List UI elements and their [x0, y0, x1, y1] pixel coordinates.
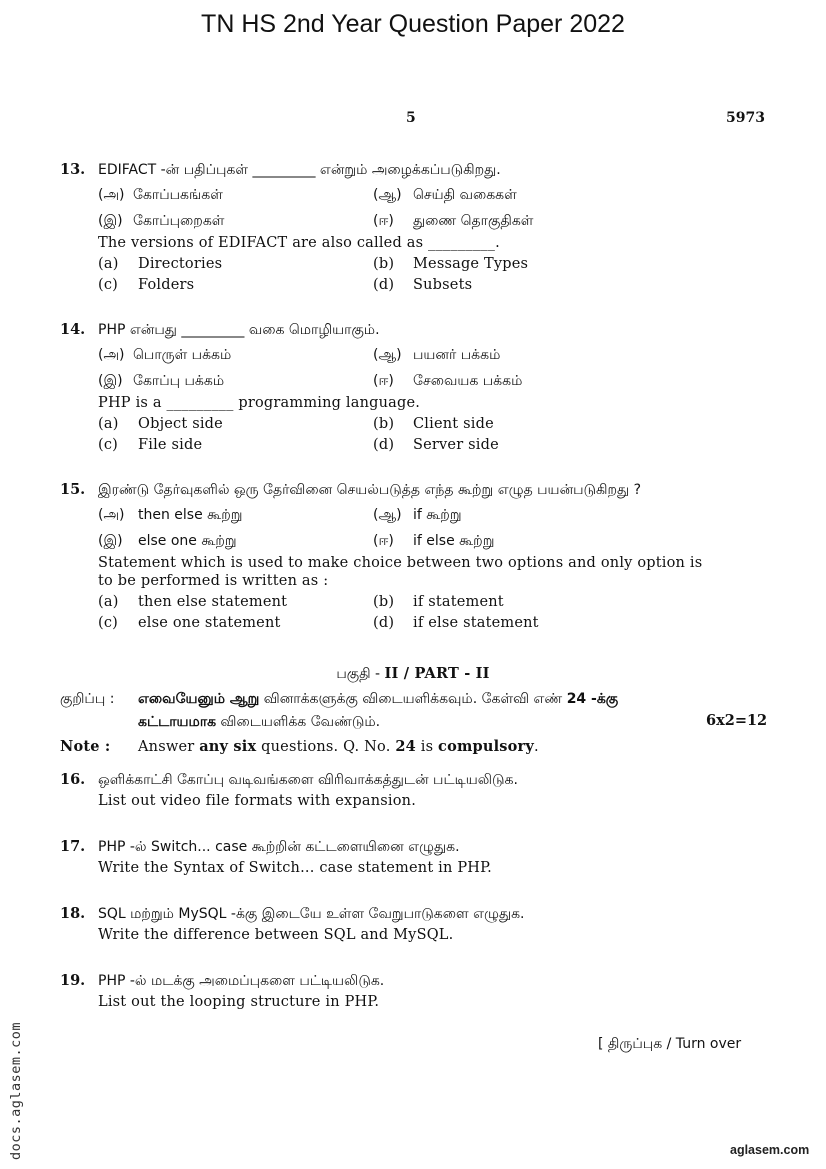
option-marker: (b): [373, 416, 395, 432]
paper-code: 5973: [726, 110, 765, 126]
option-text: Folders: [138, 277, 195, 293]
note-emphasis: எவையேனும் ஆறு: [138, 691, 260, 707]
option-text: Object side: [138, 416, 223, 432]
option-marker: (c): [98, 437, 119, 453]
option-text: if statement: [413, 594, 504, 610]
note-text: விடையளிக்க வேண்டும்.: [216, 714, 381, 730]
option-text: பொருள் பக்கம்: [133, 347, 232, 363]
question-number: 19.: [60, 972, 86, 989]
question-text-en: Statement which is used to make choice between two options and only option is: [98, 555, 703, 571]
note-text: வினாக்களுக்கு விடையளிக்கவும். கேள்வி எண்: [259, 691, 567, 707]
option-text: else one statement: [138, 615, 281, 631]
note-emphasis: compulsory: [438, 738, 534, 755]
option-marker: (d): [373, 277, 395, 293]
option-marker: (இ): [98, 213, 123, 229]
question-text-en: Write the difference between SQL and MySQL.: [98, 927, 454, 943]
option-text: File side: [138, 437, 203, 453]
note-label-en: Note :: [60, 738, 111, 755]
section-heading-en: II / PART - II: [384, 665, 490, 682]
note-text: is: [415, 739, 439, 755]
question-text-ta: PHP -ல் மடக்கு அமைப்புகளை பட்டியலிடுக.: [98, 973, 385, 989]
page-number: 5: [406, 110, 416, 126]
option-marker: (a): [98, 416, 119, 432]
question-number: 16.: [60, 771, 86, 788]
option-marker: (c): [98, 277, 119, 293]
option-text: பயனர் பக்கம்: [413, 347, 501, 363]
option-marker: (இ): [98, 533, 123, 549]
question-text-en: The versions of EDIFACT are also called as _________.: [98, 235, 500, 251]
option-text: then else கூற்று: [138, 507, 243, 523]
option-text: Subsets: [413, 277, 473, 293]
option-marker: (அ): [98, 507, 125, 523]
option-marker: (ஆ): [373, 507, 402, 523]
option-text: if else கூற்று: [413, 533, 495, 549]
question-number: 17.: [60, 838, 86, 855]
option-text: Directories: [138, 256, 223, 272]
option-marker: (ஆ): [373, 347, 402, 363]
turn-over-note: [ திருப்புக / Turn over: [598, 1036, 742, 1052]
question-text-ta: PHP என்பது _________ வகை மொழியாகும்.: [98, 322, 380, 338]
question-number: 18.: [60, 905, 86, 922]
option-marker: (அ): [98, 187, 125, 203]
option-text: if கூற்று: [413, 507, 462, 523]
document-title: TN HS 2nd Year Question Paper 2022: [201, 10, 625, 38]
option-text: கோப்புறைகள்: [133, 213, 225, 229]
question-text-ta: ஒளிக்காட்சி கோப்பு வடிவங்களை விரிவாக்கத்துடன் பட்டியலிடுக.: [98, 772, 518, 788]
question-text-en: List out the looping structure in PHP.: [98, 994, 380, 1010]
note-text: questions. Q. No.: [256, 739, 396, 755]
option-marker: (ஆ): [373, 187, 402, 203]
footer-watermark: aglasem.com: [730, 1143, 810, 1157]
question-text-ta: EDIFACT -ன் பதிப்புகள் _________ என்றும் அழைக்கப்படுகிறது.: [98, 162, 501, 178]
option-text: else one கூற்று: [138, 533, 237, 549]
question-text-en: PHP is a _________ programming language.: [98, 395, 421, 411]
note-emphasis: 24 -க்கு: [566, 691, 619, 707]
option-text: கோப்பகங்கள்: [133, 187, 223, 203]
question-number: 14.: [60, 321, 86, 338]
question-number: 13.: [60, 161, 86, 178]
option-marker: (இ): [98, 373, 123, 389]
note-text-en: [138, 738, 539, 755]
option-text: if else statement: [413, 615, 539, 631]
option-marker: (ஈ): [373, 213, 394, 229]
option-marker: (c): [98, 615, 119, 631]
question-text-en: to be performed is written as :: [98, 573, 329, 589]
option-marker: (b): [373, 594, 395, 610]
note-text-ta-line2: [138, 714, 380, 732]
note-text: .: [533, 739, 539, 755]
marks-allocation: 6x2=12: [706, 712, 768, 729]
note-text: Answer: [138, 739, 200, 755]
option-text: Message Types: [413, 256, 529, 272]
note-emphasis: கட்டாயமாக: [138, 714, 217, 730]
section-heading-ta: பகுதி -: [336, 666, 385, 682]
option-marker: (b): [373, 256, 395, 272]
note-label-ta: குறிப்பு :: [60, 691, 115, 707]
option-marker: (d): [373, 615, 395, 631]
option-marker: (ஈ): [373, 533, 394, 549]
note-emphasis: any six: [199, 738, 257, 755]
option-marker: (d): [373, 437, 395, 453]
question-text-en: Write the Syntax of Switch... case statement in PHP.: [98, 860, 492, 876]
option-text: துணை தொகுதிகள்: [413, 213, 534, 229]
question-text-en: List out video file formats with expansion.: [98, 793, 417, 809]
option-text: செய்தி வகைகள்: [413, 187, 517, 203]
option-text: சேவையக பக்கம்: [413, 373, 523, 389]
option-text: Client side: [413, 416, 494, 432]
note-emphasis: 24: [395, 738, 416, 755]
question-text-ta: இரண்டு தேர்வுகளில் ஒரு தேர்வினை செயல்படுத்த எந்த கூற்று எழுத பயன்படுகிறது ?: [98, 482, 642, 498]
side-watermark: docs.aglasem.com: [8, 1021, 24, 1160]
option-marker: (அ): [98, 347, 125, 363]
option-marker: (a): [98, 256, 119, 272]
option-text: கோப்பு பக்கம்: [133, 373, 225, 389]
section-heading: [0, 663, 826, 684]
option-text: then else statement: [138, 594, 288, 610]
option-marker: (ஈ): [373, 373, 394, 389]
question-text-ta: SQL மற்றும் MySQL -க்கு இடையே உள்ள வேறுபாடுகளை எழுதுக.: [98, 906, 525, 922]
option-text: Server side: [413, 437, 499, 453]
question-text-ta: PHP -ல் Switch... case கூற்றின் கட்டளையினை எழுதுக.: [98, 839, 460, 855]
note-text-ta: [138, 691, 618, 709]
question-number: 15.: [60, 481, 86, 498]
option-marker: (a): [98, 594, 119, 610]
